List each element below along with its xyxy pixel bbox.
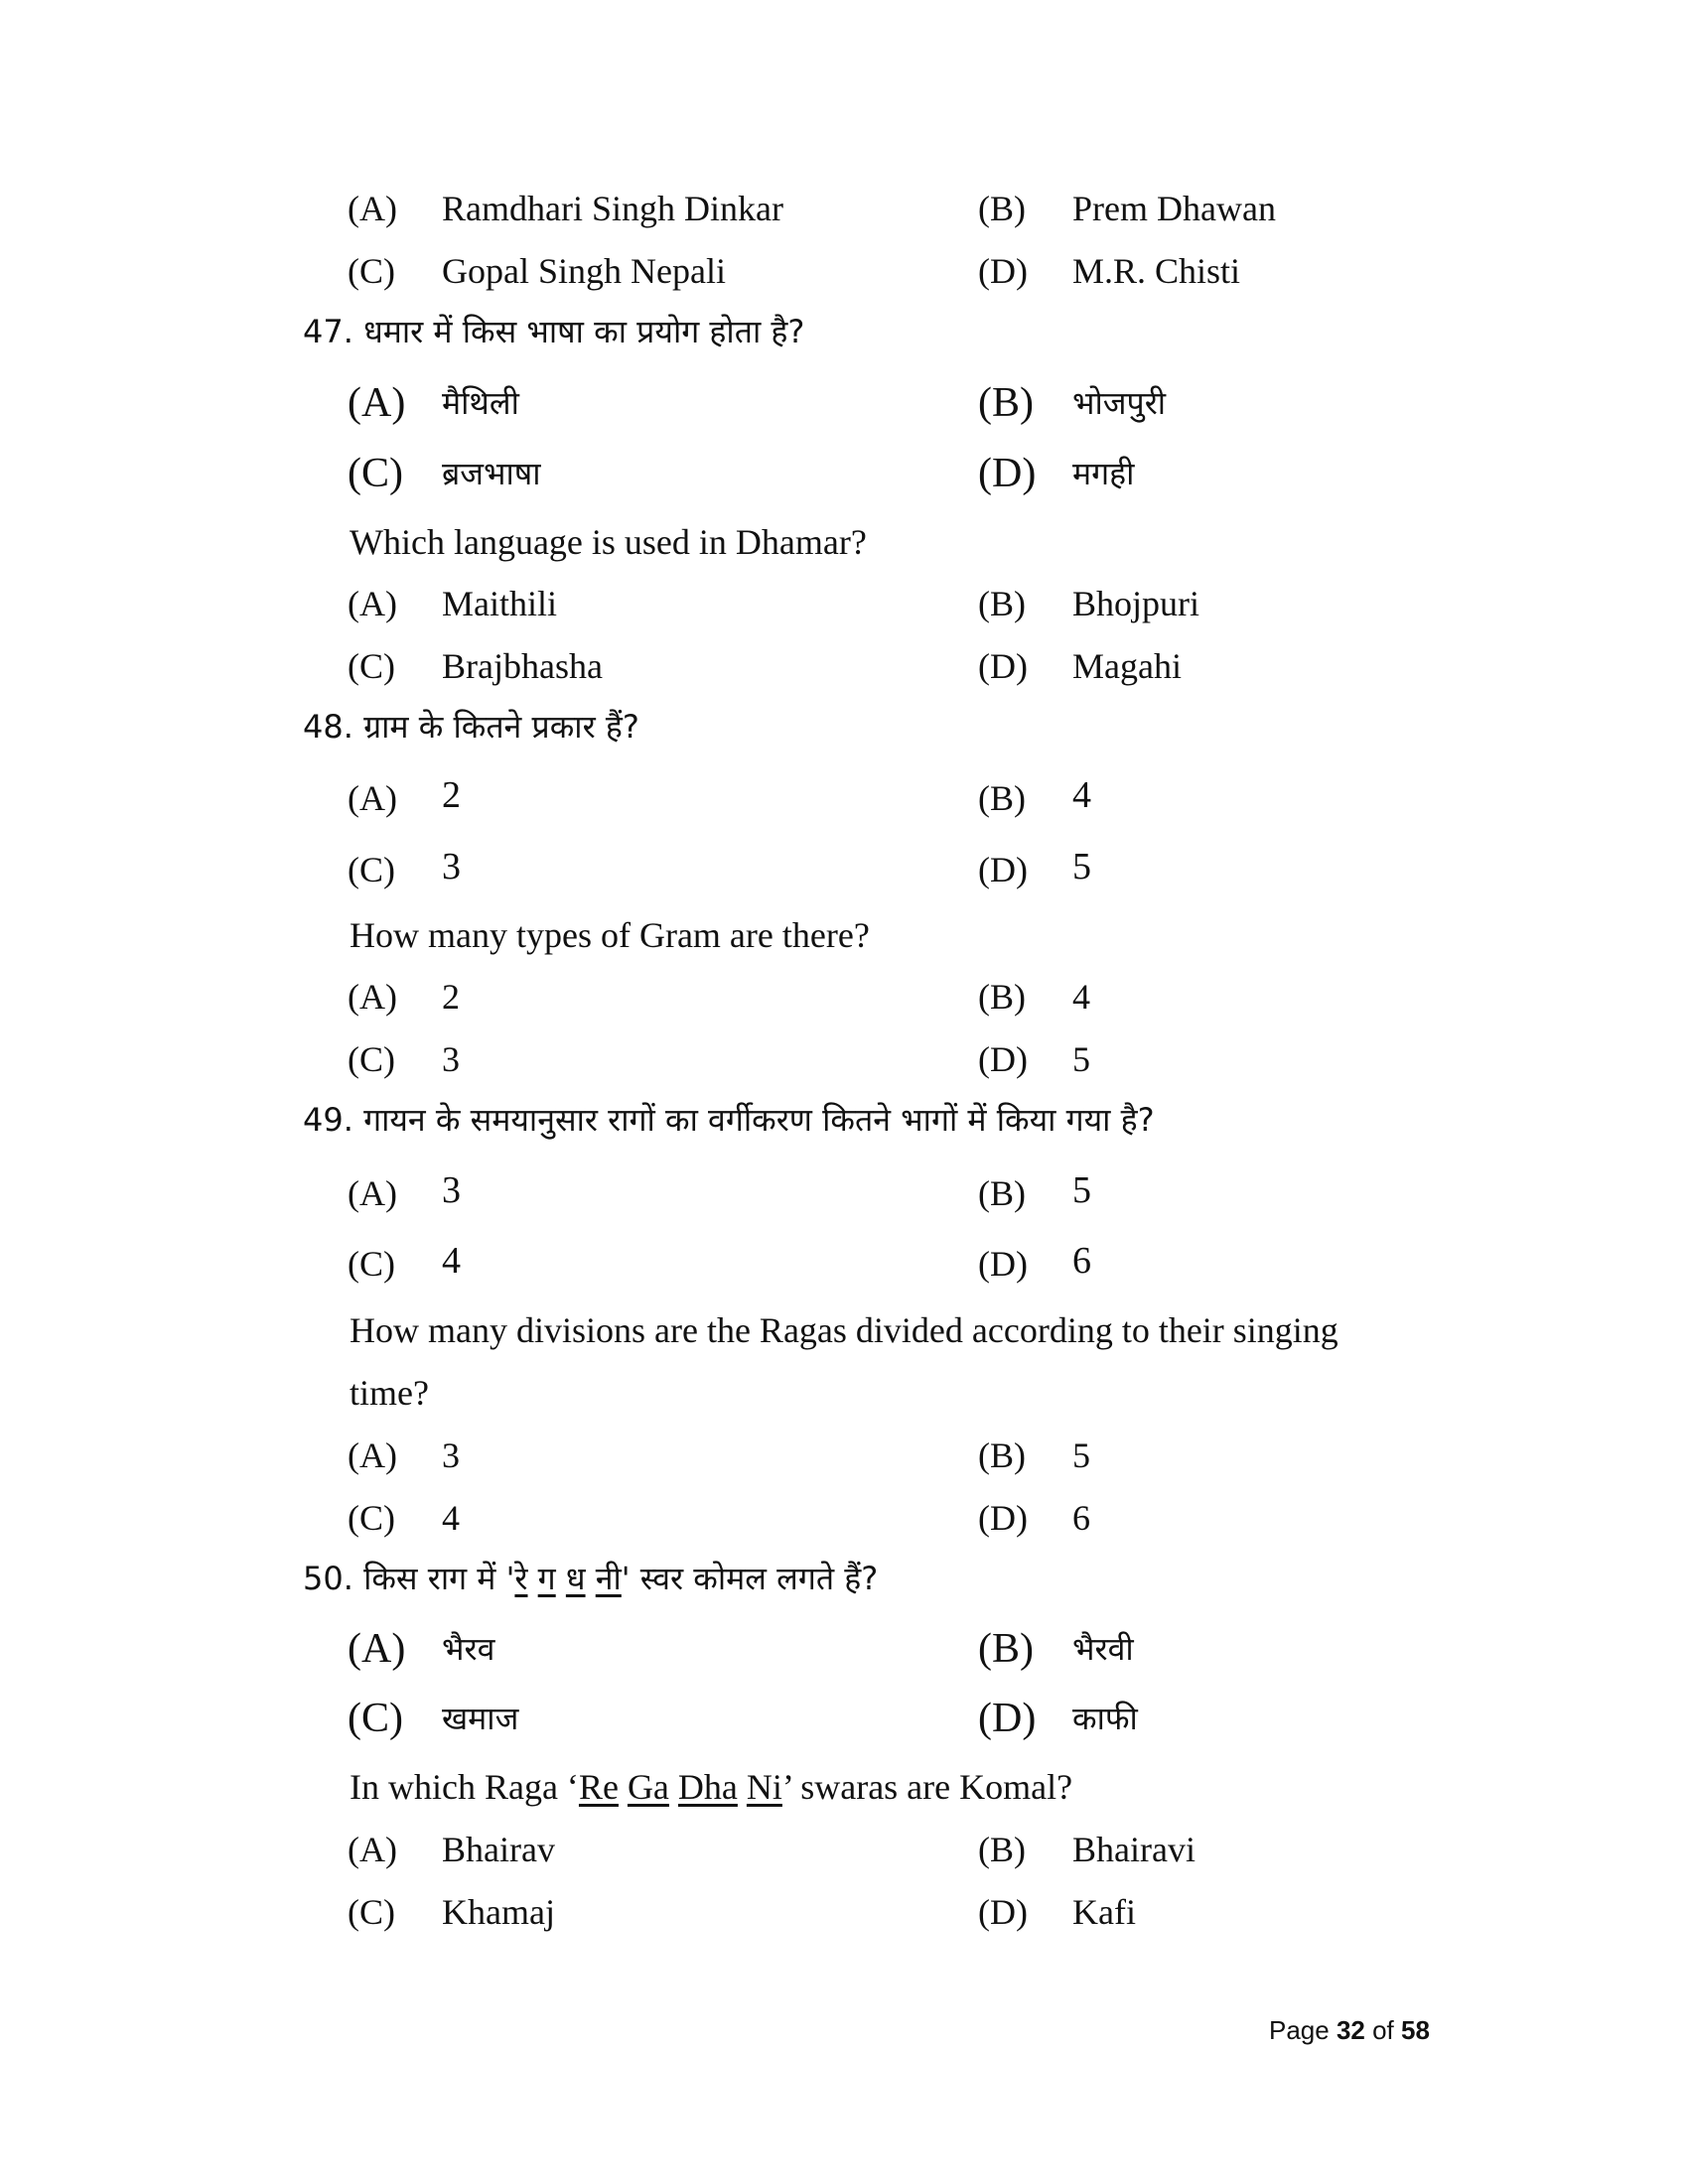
option-text: भोजपुरी <box>1072 384 1167 422</box>
option-text: Khamaj <box>442 1892 555 1932</box>
option-text: Prem Dhawan <box>1072 189 1276 228</box>
q47-hindi-question: 47. धमार में किस भाषा का प्रयोग होता है? <box>303 313 805 350</box>
option-text: मगही <box>1072 455 1135 492</box>
option-letter: (A) <box>348 1173 397 1213</box>
question-prefix: 50. किस राग में ' <box>303 1560 515 1597</box>
swara-ga: ग <box>537 1560 556 1597</box>
option-letter: (B) <box>978 1626 1034 1672</box>
option-letter: (D) <box>978 1039 1028 1079</box>
option-text: खमाज <box>442 1700 519 1737</box>
page-number <box>1269 2015 1430 2046</box>
swara-ni: Ni <box>746 1767 782 1807</box>
q47-english-question: Which language is used in Dhamar? <box>350 522 867 562</box>
option-letter: (C) <box>348 1892 395 1932</box>
option-text: 4 <box>442 1240 461 1282</box>
option-letter: (B) <box>978 977 1026 1017</box>
option-letter: (A) <box>348 1435 397 1475</box>
option-text: 2 <box>442 774 461 816</box>
option-text: मैथिली <box>442 384 519 422</box>
option-letter: (A) <box>348 778 397 818</box>
option-text: 3 <box>442 846 461 887</box>
option-text: Magahi <box>1072 646 1182 686</box>
option-text: ब्रजभाषा <box>442 455 541 492</box>
option-text: 6 <box>1072 1498 1090 1538</box>
option-text: Gopal Singh Nepali <box>442 251 726 291</box>
option-text: 6 <box>1072 1240 1091 1282</box>
question-prefix: In which Raga ‘ <box>350 1767 579 1807</box>
option-text: Maithili <box>442 584 557 623</box>
option-text: Ramdhari Singh Dinkar <box>442 189 783 228</box>
swara-dha: Dha <box>677 1767 738 1807</box>
option-letter: (A) <box>348 380 406 426</box>
q49-hindi-question: 49. गायन के समयानुसार रागों का वर्गीकरण कितने भागों में किया गया है? <box>303 1101 1155 1139</box>
option-letter: (C) <box>348 451 403 496</box>
option-text: भैरव <box>442 1630 495 1668</box>
option-text: 3 <box>442 1039 460 1079</box>
question-suffix: ’ swaras are Komal? <box>781 1767 1073 1807</box>
option-text: Bhojpuri <box>1072 584 1200 623</box>
option-letter: (C) <box>348 850 395 889</box>
option-letter: (D) <box>978 1892 1028 1932</box>
option-letter: (D) <box>978 1696 1037 1741</box>
question-suffix: ' स्वर कोमल लगते हैं? <box>621 1560 879 1597</box>
option-text: 5 <box>1072 1435 1090 1475</box>
option-letter: (B) <box>978 189 1026 228</box>
swara-ni: नी <box>595 1560 622 1597</box>
option-letter: (B) <box>978 778 1026 818</box>
option-text: 4 <box>442 1498 460 1538</box>
option-text: Bhairav <box>442 1830 555 1869</box>
option-text: 5 <box>1072 1039 1090 1079</box>
option-letter: (B) <box>978 1830 1026 1869</box>
option-text: 5 <box>1072 1169 1091 1211</box>
option-letter: (D) <box>978 646 1028 686</box>
q50-english-question <box>350 1769 1072 1805</box>
option-text: Bhairavi <box>1072 1830 1196 1869</box>
option-letter: (C) <box>348 1244 395 1284</box>
option-text: Brajbhasha <box>442 646 603 686</box>
option-letter: (A) <box>348 189 397 228</box>
option-letter: (C) <box>348 251 395 291</box>
option-text: 5 <box>1072 846 1091 887</box>
option-letter: (A) <box>348 584 397 623</box>
option-letter: (D) <box>978 451 1037 496</box>
page-of: of <box>1364 2015 1402 2045</box>
option-letter: (A) <box>348 1626 406 1672</box>
q48-english-question: How many types of Gram are there? <box>350 915 870 955</box>
option-text: काफी <box>1072 1700 1138 1737</box>
option-letter: (D) <box>978 1244 1028 1284</box>
q49-english-question-line1: How many divisions are the Ragas divided according to their singing <box>350 1310 1338 1350</box>
swara-dha: ध <box>565 1560 586 1597</box>
page-total: 58 <box>1401 2015 1430 2045</box>
option-letter: (D) <box>978 251 1028 291</box>
option-letter: (C) <box>348 646 395 686</box>
option-text: M.R. Chisti <box>1072 251 1241 291</box>
q50-hindi-question <box>303 1560 879 1597</box>
option-letter: (C) <box>348 1498 395 1538</box>
option-text: 4 <box>1072 774 1091 816</box>
q48-hindi-question: 48. ग्राम के कितने प्रकार हैं? <box>303 708 639 746</box>
option-letter: (B) <box>978 380 1034 426</box>
option-text: 3 <box>442 1435 460 1475</box>
option-text: Kafi <box>1072 1892 1136 1932</box>
swara-re: Re <box>578 1767 619 1807</box>
option-letter: (B) <box>978 584 1026 623</box>
option-text: 3 <box>442 1169 461 1211</box>
option-letter: (A) <box>348 1830 397 1869</box>
option-letter: (D) <box>978 850 1028 889</box>
q49-english-question-line2: time? <box>350 1373 429 1413</box>
option-text: 2 <box>442 977 460 1017</box>
option-letter: (B) <box>978 1435 1026 1475</box>
option-letter: (A) <box>348 977 397 1017</box>
option-letter: (D) <box>978 1498 1028 1538</box>
page-label: Page <box>1269 2015 1336 2045</box>
option-letter: (C) <box>348 1039 395 1079</box>
swara-re: रे <box>514 1560 528 1597</box>
option-text: भैरवी <box>1072 1630 1134 1668</box>
option-text: 4 <box>1072 977 1090 1017</box>
option-letter: (B) <box>978 1173 1026 1213</box>
page-current: 32 <box>1336 2015 1365 2045</box>
option-letter: (C) <box>348 1696 403 1741</box>
swara-ga: Ga <box>627 1767 669 1807</box>
